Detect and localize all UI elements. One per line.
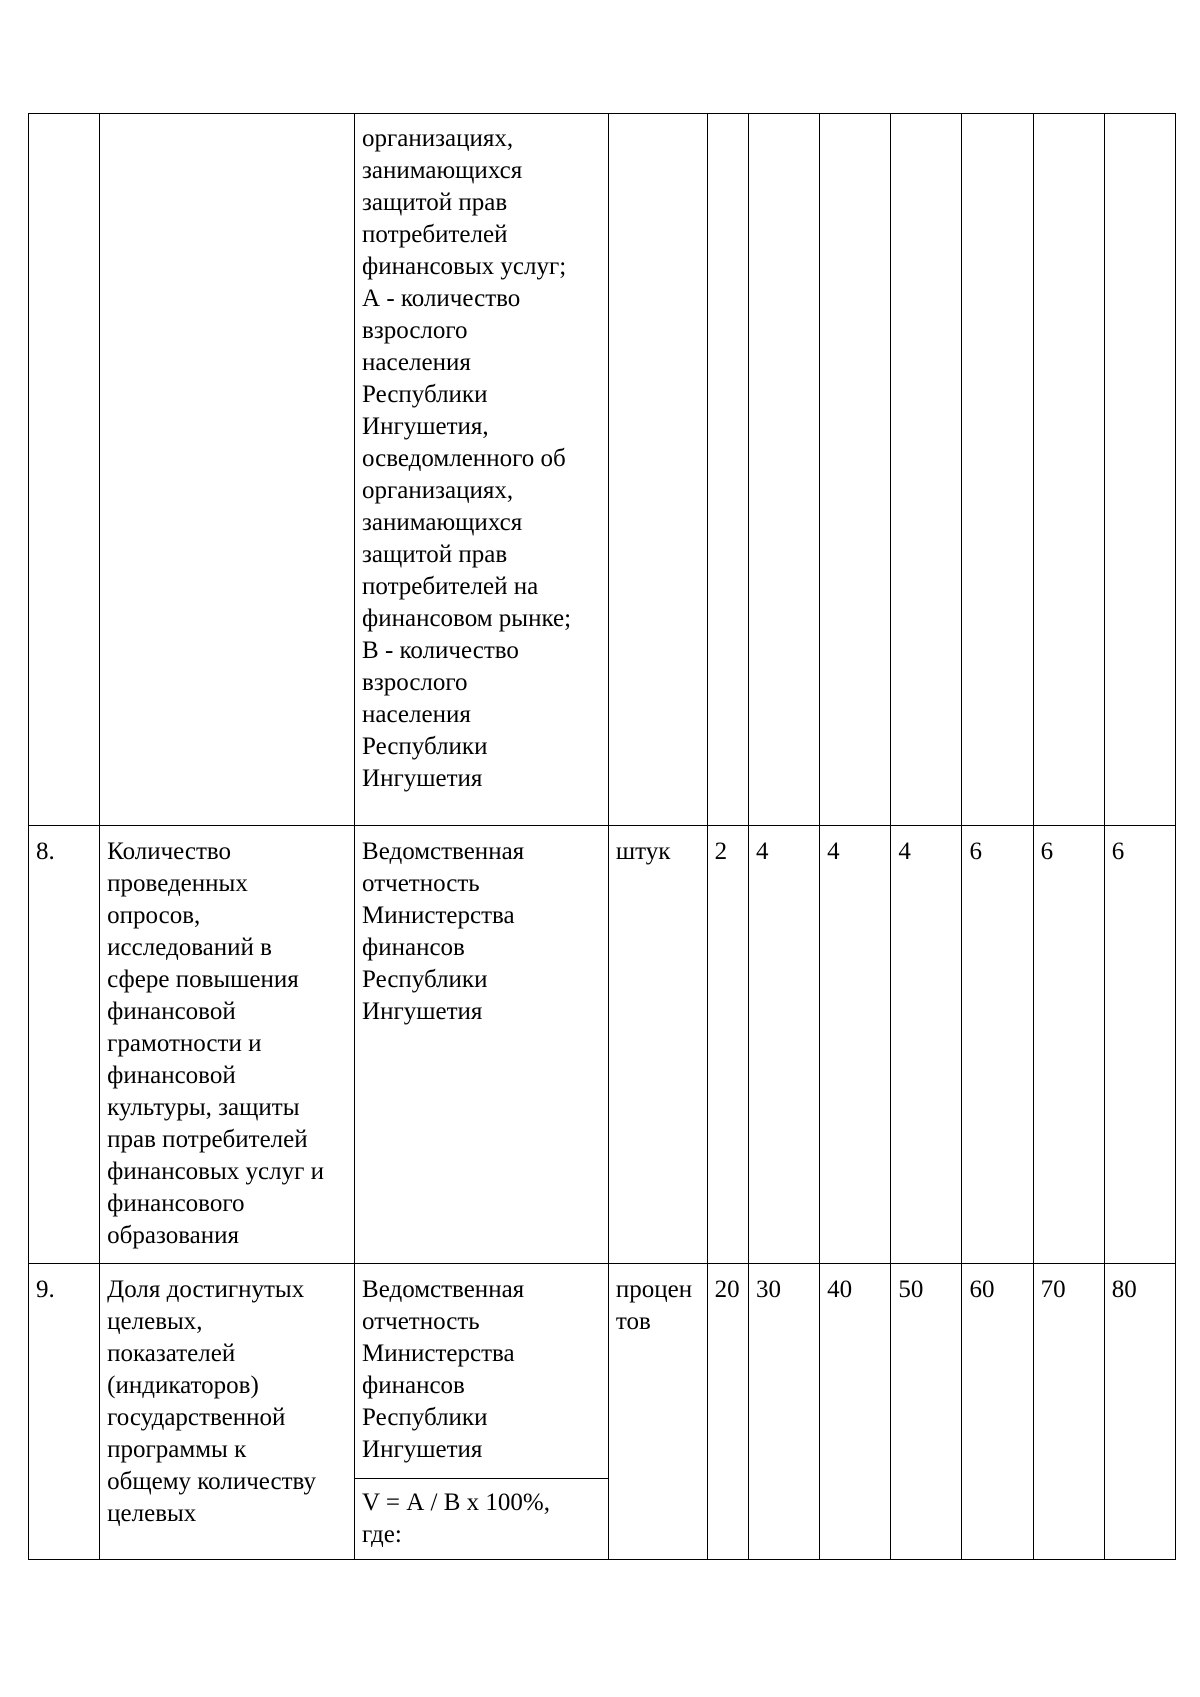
formula (355, 1479, 609, 1560)
value-2: 4 (749, 826, 820, 1264)
value-2: 30 (749, 1264, 820, 1560)
value-3: 40 (820, 1264, 891, 1560)
cell-formula (355, 114, 609, 826)
cell-unit (608, 114, 707, 826)
value-6: 70 (1033, 1264, 1104, 1560)
indicators-table (28, 113, 1176, 1560)
formula-text: V = А / В х 100%, где: (362, 1489, 550, 1548)
unit-text: процен тов (615, 1276, 693, 1335)
unit: штук (608, 826, 707, 1264)
value-1: 2 (707, 826, 748, 1264)
data-source-text: Ведомственная отчетность Министерства финансов Республики Ингушетия (362, 838, 525, 1025)
unit (608, 1264, 707, 1560)
value-6: 6 (1033, 826, 1104, 1264)
indicator-name-text: Количество проведенных опросов, исследований в сфере повышения финансовой грамотности и финансовой культуры, защиты прав потребителей финансовых услуг и финансового образования (107, 838, 324, 1249)
cell-value-1 (707, 114, 748, 826)
cell-value-4 (891, 114, 962, 826)
value-1: 20 (707, 1264, 748, 1560)
cell-value-2 (749, 114, 820, 826)
cell-value-5 (962, 114, 1033, 826)
value-3: 4 (820, 826, 891, 1264)
cell-value-6 (1033, 114, 1104, 826)
table-row-8 (29, 826, 1176, 1264)
value-5: 60 (962, 1264, 1033, 1560)
formula-continuation-text: организациях, занимающихся защитой прав потребителей финансовых услуг; А - количество взрослого населения Республики Ингушетия, осведомленного об организациях, занимающихся защитой прав потребителей на финансовом рынке; В - количество взрослого населения Республики Ингушетия (362, 125, 572, 792)
data-source-text: Ведомственная отчетность Министерства финансов Республики Ингушетия (362, 1276, 525, 1463)
table-row-9 (29, 1264, 1176, 1479)
row-number: 9. (29, 1264, 100, 1560)
cell-indicator (100, 114, 355, 826)
cell-value-3 (820, 114, 891, 826)
cell-value-7 (1104, 114, 1175, 826)
value-7: 6 (1104, 826, 1175, 1264)
indicator-name-text: Доля достигнутых целевых, показателей (индикаторов) государственной программы к общему количеству целевых (107, 1276, 316, 1527)
value-5: 6 (962, 826, 1033, 1264)
indicator-name (100, 826, 355, 1264)
data-source (355, 1264, 609, 1479)
row-number: 8. (29, 826, 100, 1264)
value-4: 4 (891, 826, 962, 1264)
value-7: 80 (1104, 1264, 1175, 1560)
indicator-name (100, 1264, 355, 1560)
value-4: 50 (891, 1264, 962, 1560)
cell-number (29, 114, 100, 826)
data-source (355, 826, 609, 1264)
table-row-continuation (29, 114, 1176, 826)
